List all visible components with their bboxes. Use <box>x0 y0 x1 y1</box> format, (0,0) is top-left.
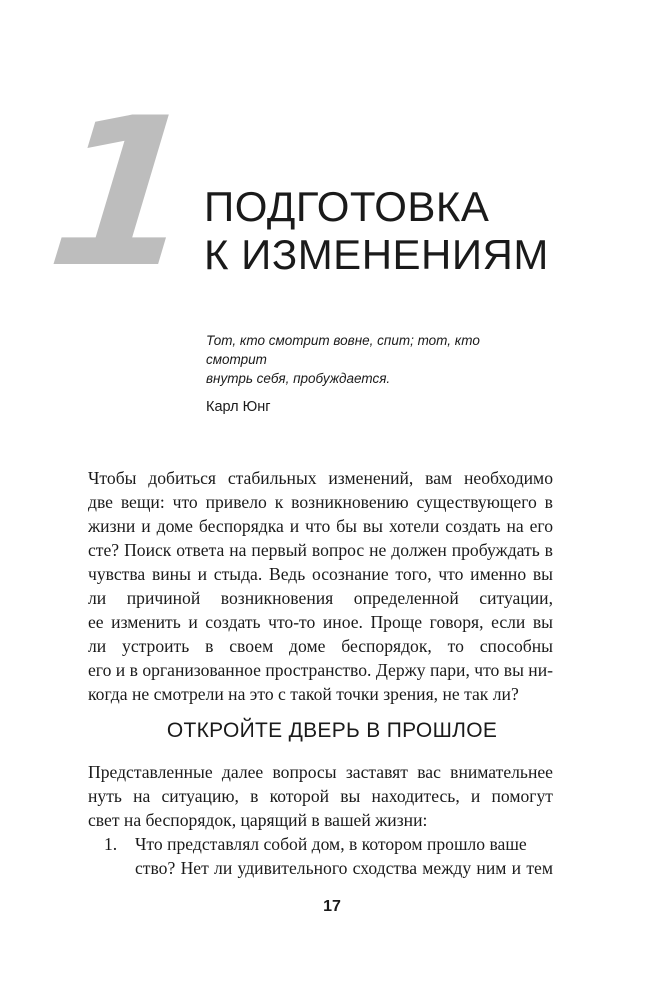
paragraph-line: Чтобы добиться стабильных изменений, вам необходимо <box>88 468 553 488</box>
paragraph-line: сте? Поиск ответа на первый вопрос не должен пробуждать в <box>88 540 553 560</box>
list-item-line: ство? Нет ли удивительного сходства между ним и тем <box>135 858 553 878</box>
epigraph <box>206 331 526 417</box>
paragraph-line: ли устроить в своем доме беспорядок, то способны <box>88 636 553 656</box>
chapter-number: 1 <box>39 75 204 313</box>
chapter-title <box>204 183 549 279</box>
page-number: 17 <box>323 898 341 915</box>
paragraph-line: нуть на ситуацию, в которой вы находитесь, и помогут <box>88 786 553 806</box>
section-heading: ОТКРОЙТЕ ДВЕРЬ В ПРОШЛОЕ <box>166 719 498 742</box>
chapter-title-line-1: ПОДГОТОВКА <box>204 183 490 230</box>
section-paragraph <box>88 760 553 832</box>
paragraph-line: чувства вины и стыда. Ведь осознание того, что именно вы <box>88 564 553 584</box>
list-item-number: 1. <box>104 834 118 854</box>
paragraph-line: свет на беспорядок, царящий в вашей жизни: <box>88 810 428 830</box>
paragraph-line: Представленные далее вопросы заставят вас внимательнее <box>88 762 553 782</box>
paragraph-line: ее изменить и создать что-то иное. Проще говоря, если вы <box>88 612 553 632</box>
epigraph-quote-line: внутрь себя, пробуждается. <box>206 371 391 386</box>
chapter-title-line-2: К ИЗМЕНЕНИЯМ <box>204 231 549 278</box>
paragraph-line: когда не смотрели на это с такой точки зрения, не так ли? <box>88 684 519 704</box>
epigraph-author: Карл Юнг <box>206 399 271 415</box>
epigraph-quote <box>206 331 526 388</box>
paragraph-line: жизни и доме беспорядка и что бы вы хотели создать на его <box>88 516 553 536</box>
paragraph-line: две вещи: что привело к возникновению существующего в <box>88 492 553 512</box>
paragraph-line: его и в организованное пространство. Держу пари, что вы ни- <box>88 660 553 680</box>
intro-paragraph <box>88 466 553 706</box>
list-item-line: Что представлял собой дом, в котором прошло ваше <box>135 834 527 854</box>
paragraph-line: ли причиной возникновения определенной ситуации, <box>88 588 553 608</box>
epigraph-quote-line: Тот, кто смотрит вовне, спит; тот, кто смотрит <box>206 333 480 367</box>
list-item-text <box>135 832 553 880</box>
